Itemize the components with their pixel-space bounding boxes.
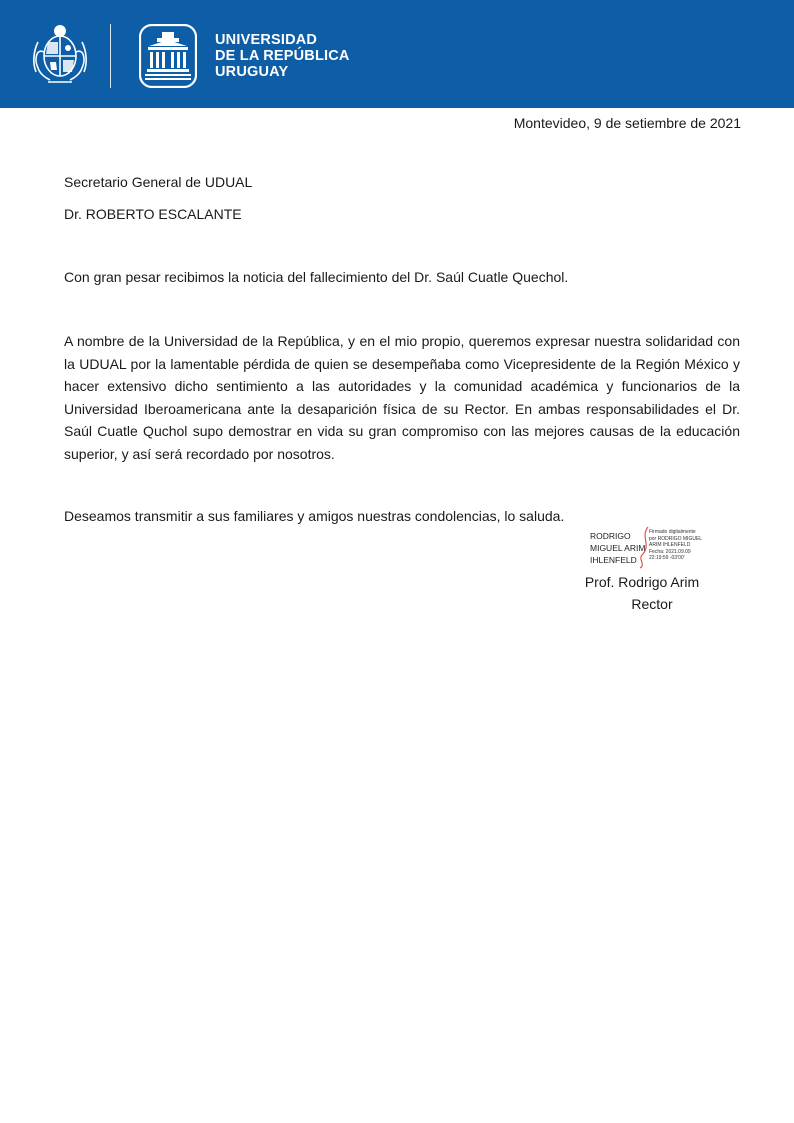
university-name-line-1: UNIVERSIDAD [215,32,318,48]
digital-signature-stamp [586,525,716,569]
paragraph-main-body: A nombre de la Universidad de la República, y en el mio propio, queremos expresar nuestra solidaridad con la UDUAL por la lamentable pérdida de quien se desempeñaba como Vicepresidente de la Región México y hacer extensivo dicho sentimiento a las autoridades y la comunidad académica y funcionarios de la Universidad Iberoamericana ante la desaparición física de su Rector. En ambas responsabilidades el Dr. Saúl Cuatle Quchol supo demostrar en vida su gran compromiso con las mejores causas de la educación superior, y así será recordado por nosotros. [64,333,740,462]
signature-detail-line: Firmado digitalmente [649,529,696,535]
signature-detail-line: Fecha: 2021.09.09 [649,548,691,555]
signature-detail-line: ARIM IHLENFELD [649,542,691,548]
signatory-name: Prof. Rodrigo Arim [584,574,700,590]
university-name [215,32,350,80]
paragraph-closing: Deseamos transmitir a sus familiares y amigos nuestras condolencias, lo saluda. [64,508,565,524]
signature-detail-line: por RODRIGO MIGUEL [649,535,703,542]
signature-signer-line: RODRIGO [590,531,631,541]
letter-date: Montevideo, 9 de setiembre de 2021 [513,115,741,131]
coat-of-arms-icon [30,22,90,90]
signatory-role: Rector [631,596,673,612]
signature-detail-line: 22:19:59 -03'00' [649,555,685,561]
university-name-line-2: DE LA REPÚBLICA [215,48,350,64]
recipient-name: Dr. ROBERTO ESCALANTE [64,206,242,222]
signature-signer-line: IHLENFELD [590,555,637,565]
recipient-title: Secretario General de UDUAL [64,174,253,190]
signatory [584,571,700,615]
header-divider [110,24,111,88]
university-name-line-3: URUGUAY [215,64,289,80]
university-building-logo [139,24,197,88]
digital-signature-details [649,529,702,562]
signature-signer-line: MIGUEL ARIM [590,543,646,553]
paragraph-condolence-opening: Con gran pesar recibimos la noticia del fallecimiento del Dr. Saúl Cuatle Quechol. [64,269,569,285]
letterhead-banner [0,0,794,108]
